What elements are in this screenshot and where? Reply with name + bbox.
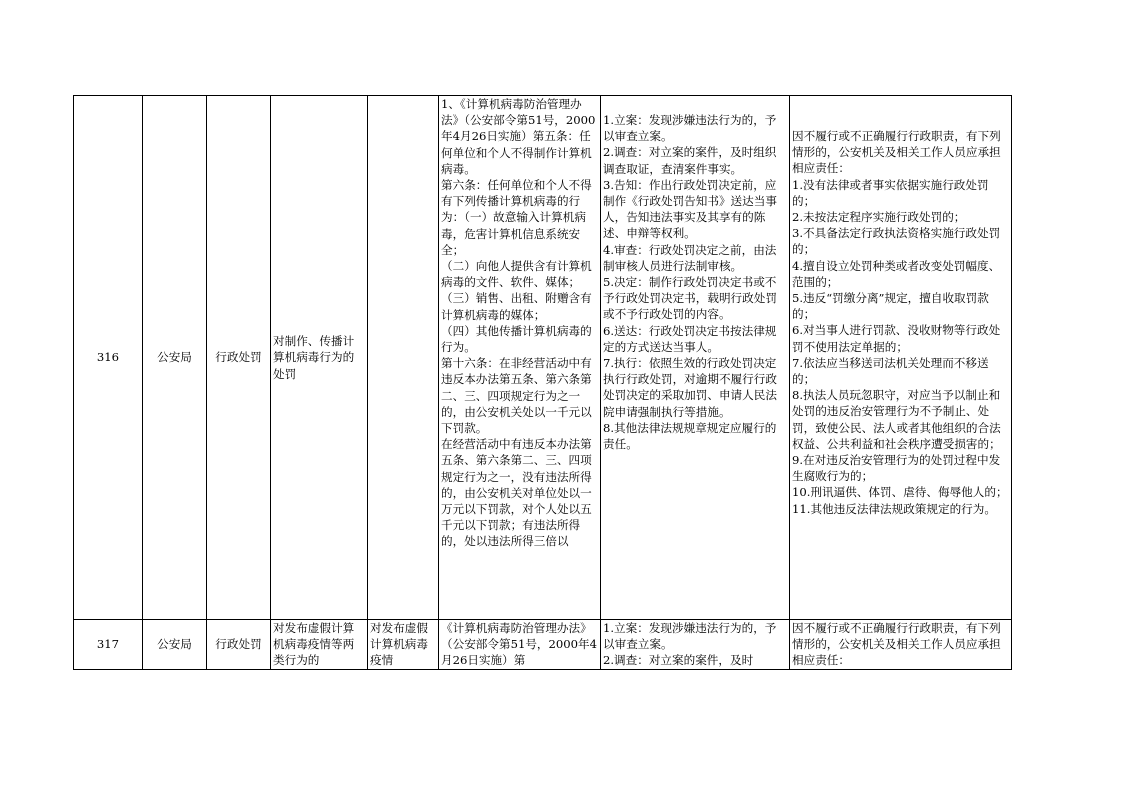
legal-basis-cell [439, 620, 601, 670]
sub-item-cell [368, 96, 439, 620]
responsibility-cell [790, 96, 1012, 620]
table-row [74, 620, 1012, 670]
row-number: 316 [74, 96, 143, 620]
responsibility-cell [790, 620, 1012, 670]
legal-basis-text: 《计算机病毒防治管理办法》（公安部令第51号，2000年4月26日实施）第 [441, 621, 597, 668]
sub-item-text: 对发布虚假计算机病毒疫情 [370, 621, 428, 668]
legal-basis-cell [439, 96, 601, 620]
table-row [74, 96, 1012, 620]
duties-cell [601, 620, 790, 670]
power-list-table [73, 95, 1012, 670]
power-type-cell: 行政处罚 [207, 620, 271, 670]
responsibility-text: 因不履行或不正确履行行政职责，有下列情形的，公安机关及相关工作人员应承担相应责任： [792, 621, 1001, 668]
item-name-cell [271, 620, 368, 670]
power-type-cell: 行政处罚 [207, 96, 271, 620]
department-cell: 公安局 [143, 96, 207, 620]
duties-cell [601, 96, 790, 620]
legal-basis-text: 1、《计算机病毒防治管理办法》（公安部令第51号，2000年4月26日实施）第五条：任何单位和个人不得制作计算机病毒。 第六条：任何单位和个人不得有下列传播计算机病毒的行为：（一）故意输入计算机病毒，危害计算机信息系统安全； （二）向他人提供含有计算机病毒的文件、软件、媒体； （三）销售、出租、附赠含有计算机病毒的媒体； （四）其他传播计算机病毒的行为。 第十六条：在非经营活动中有违反本办法第五条、第六条第二、三、四项规定行为之一的，由公安机关处以一千元以下罚款。 在经营活动中有违反本办法第五条、第六条第二、三、四项规定行为之一，没有违法所得的，由公安机关对单位处以一万元以下罚款，对个人处以五千元以下罚款；有违法所得的，处以违法所得三倍以 [441, 97, 596, 549]
row-number: 317 [74, 620, 143, 670]
department-cell: 公安局 [143, 620, 207, 670]
sub-item-cell [368, 620, 439, 670]
responsibility-text: 因不履行或不正确履行行政职责，有下列情形的，公安机关及相关工作人员应承担相应责任： 1.没有法律或者事实依据实施行政处罚的； 2.未按法定程序实施行政处罚的； 3.不具备法定行政执法资格实施行政处罚的； 4.擅自设立处罚种类或者改变处罚幅度、范围的； 5.违反“罚缴分离”规定，擅自收取罚款的； 6.对当事人进行罚款、没收财物等行政处罚不使用法定单据的； 7.依法应当移送司法机关处理而不移送的； 8.执法人员玩忽职守，对应当予以制止和处罚的违反治安管理行为不予制止、处罚，致使公民、法人或者其他组织的合法权益、公共利益和社会秩序遭受损害的； 9.在对违反治安管理行为的处罚过程中发生腐败行为的； 10.刑讯逼供、体罚、虐待、侮辱他人的； 11.其他违反法律法规政策规定的行为。 [792, 129, 1008, 516]
item-name-cell: 对制作、传播计算机病毒行为的处罚 [271, 96, 368, 620]
duties-text: 1.立案：发现涉嫌违法行为的，予以审查立案。 2.调查：对立案的案件，及时组织调查取证，查清案件事实。 3.告知：作出行政处罚决定前，应制作《行政处罚告知书》送达当事人，告知违法事实及其享有的陈述、申辩等权利。 4.审查：行政处罚决定之前，由法制审核人员进行法制审核。 5.决定：制作行政处罚决定书或不予行政处罚决定书，载明行政处罚或不予行政处罚的内容。 6.送达：行政处罚决定书按法律规定的方式送达当事人。 7.执行：依照生效的行政处罚决定执行行政处罚，对逾期不履行行政处罚决定的采取加罚、申请人民法院申请强制执行等措施。 8.其他法律法规规章规定应履行的责任。 [603, 113, 777, 452]
item-name-text: 对发布虚假计算机病毒疫情等两类行为的 [273, 621, 355, 668]
duties-text: 1.立案：发现涉嫌违法行为的，予以审查立案。 2.调查：对立案的案件，及时 [603, 621, 777, 668]
